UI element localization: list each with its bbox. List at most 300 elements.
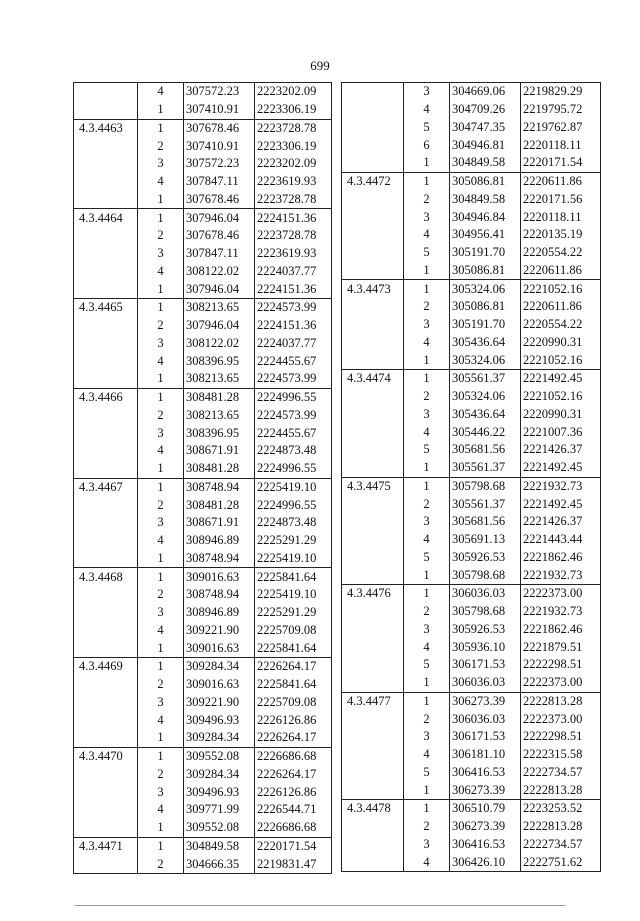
section-number-cell [74, 460, 138, 478]
table-row [342, 370, 601, 388]
point-number-cell: 2 [404, 298, 450, 316]
table-row [74, 604, 332, 622]
table-row [74, 801, 332, 819]
table-row [342, 316, 601, 334]
x-coordinate-cell: 308671.91 [184, 514, 255, 532]
y-coordinate-cell: 2220171.56 [521, 191, 601, 209]
table-row [74, 191, 332, 209]
x-coordinate-cell: 309284.34 [184, 729, 255, 747]
table-row [74, 568, 332, 586]
section-number-cell [74, 783, 138, 801]
section-number-cell [74, 407, 138, 425]
x-coordinate-cell: 307410.91 [184, 101, 255, 119]
point-number-cell: 1 [404, 566, 450, 584]
y-coordinate-cell: 2222813.28 [521, 818, 601, 836]
x-coordinate-cell: 305324.06 [450, 280, 521, 298]
y-coordinate-cell: 2224996.55 [255, 388, 332, 406]
table-row [342, 136, 601, 154]
table-row [74, 407, 332, 425]
section-number-cell [342, 441, 404, 459]
x-coordinate-cell: 306416.53 [450, 836, 521, 854]
y-coordinate-cell: 2220990.31 [521, 406, 601, 424]
point-number-cell: 2 [404, 495, 450, 513]
table-row [342, 585, 601, 603]
table-row [74, 352, 332, 370]
table-row [74, 263, 332, 281]
y-coordinate-cell: 2221052.16 [521, 280, 601, 298]
section-number-cell [342, 549, 404, 567]
point-number-cell: 4 [404, 226, 450, 244]
table-row [342, 351, 601, 369]
x-coordinate-cell: 309016.63 [184, 639, 255, 657]
x-coordinate-cell: 307678.46 [184, 227, 255, 245]
y-coordinate-cell: 2225841.64 [255, 568, 332, 586]
x-coordinate-cell: 305086.81 [450, 262, 521, 280]
x-coordinate-cell: 309496.93 [184, 711, 255, 729]
x-coordinate-cell: 304747.35 [450, 119, 521, 137]
table-row [74, 711, 332, 729]
table-row [74, 424, 332, 442]
x-coordinate-cell: 307847.11 [184, 173, 255, 191]
y-coordinate-cell: 2226686.68 [255, 819, 332, 837]
table-row [74, 676, 332, 694]
section-number-cell [74, 155, 138, 173]
table-row [74, 532, 332, 550]
table-row [342, 459, 601, 477]
y-coordinate-cell: 2220554.22 [521, 316, 601, 334]
y-coordinate-cell: 2222751.62 [521, 853, 601, 871]
table-row [342, 262, 601, 280]
section-number-cell [74, 191, 138, 209]
section-number-cell: 4.3.4466 [74, 388, 138, 406]
section-number-cell [74, 694, 138, 712]
table-row [74, 227, 332, 245]
section-number-cell [74, 245, 138, 263]
section-number-cell [342, 244, 404, 262]
y-coordinate-cell: 2224996.55 [255, 460, 332, 478]
point-number-cell: 4 [404, 334, 450, 352]
y-coordinate-cell: 2221862.46 [521, 621, 601, 639]
point-number-cell: 3 [138, 424, 184, 442]
point-number-cell: 1 [138, 639, 184, 657]
table-row [342, 334, 601, 352]
y-coordinate-cell: 2219831.47 [255, 855, 332, 873]
table-row [74, 855, 332, 873]
y-coordinate-cell: 2219762.87 [521, 119, 601, 137]
point-number-cell: 4 [138, 442, 184, 460]
section-number-cell [342, 781, 404, 799]
section-number-cell [342, 406, 404, 424]
coordinate-table-right-body [342, 83, 601, 872]
section-number-cell [74, 711, 138, 729]
x-coordinate-cell: 304849.58 [450, 154, 521, 172]
table-row [342, 692, 601, 710]
y-coordinate-cell: 2223619.93 [255, 245, 332, 263]
table-row [74, 280, 332, 298]
y-coordinate-cell: 2226126.86 [255, 783, 332, 801]
x-coordinate-cell: 305561.37 [450, 370, 521, 388]
table-row [74, 783, 332, 801]
y-coordinate-cell: 2222298.51 [521, 728, 601, 746]
section-number-cell [74, 280, 138, 298]
table-row [74, 119, 332, 137]
table-row [74, 388, 332, 406]
x-coordinate-cell: 309284.34 [184, 766, 255, 784]
section-number-cell [342, 764, 404, 782]
point-number-cell: 1 [138, 550, 184, 568]
point-number-cell: 1 [404, 280, 450, 298]
y-coordinate-cell: 2223253.52 [521, 800, 601, 818]
x-coordinate-cell: 308213.65 [184, 407, 255, 425]
point-number-cell: 2 [138, 137, 184, 155]
section-number-cell [74, 173, 138, 191]
table-row [74, 299, 332, 317]
x-coordinate-cell: 306171.53 [450, 656, 521, 674]
section-number-cell [74, 137, 138, 155]
section-number-cell: 4.3.4476 [342, 585, 404, 603]
point-number-cell: 3 [138, 783, 184, 801]
y-coordinate-cell: 2220611.86 [521, 262, 601, 280]
table-row [74, 173, 332, 191]
table-row [342, 280, 601, 298]
x-coordinate-cell: 305936.10 [450, 638, 521, 656]
section-number-cell [74, 801, 138, 819]
table-row [74, 101, 332, 119]
x-coordinate-cell: 309221.90 [184, 622, 255, 640]
y-coordinate-cell: 2220118.11 [521, 208, 601, 226]
point-number-cell: 1 [404, 262, 450, 280]
y-coordinate-cell: 2223619.93 [255, 173, 332, 191]
section-number-cell [342, 531, 404, 549]
y-coordinate-cell: 2221492.45 [521, 495, 601, 513]
x-coordinate-cell: 308946.89 [184, 532, 255, 550]
section-number-cell [74, 227, 138, 245]
y-coordinate-cell: 2225419.10 [255, 550, 332, 568]
table-row [74, 209, 332, 227]
point-number-cell: 4 [404, 853, 450, 871]
point-number-cell: 5 [404, 764, 450, 782]
x-coordinate-cell: 308396.95 [184, 424, 255, 442]
y-coordinate-cell: 2224455.67 [255, 352, 332, 370]
table-row [342, 728, 601, 746]
y-coordinate-cell: 2220611.86 [521, 298, 601, 316]
section-number-cell: 4.3.4464 [74, 209, 138, 227]
x-coordinate-cell: 306273.39 [450, 818, 521, 836]
table-row [74, 460, 332, 478]
point-number-cell: 3 [404, 728, 450, 746]
point-number-cell: 1 [138, 747, 184, 765]
x-coordinate-cell: 305191.70 [450, 316, 521, 334]
y-coordinate-cell: 2220135.19 [521, 226, 601, 244]
section-number-cell [74, 766, 138, 784]
x-coordinate-cell: 304709.26 [450, 101, 521, 119]
section-number-cell [342, 298, 404, 316]
table-row [342, 710, 601, 728]
y-coordinate-cell: 2224455.67 [255, 424, 332, 442]
point-number-cell: 3 [138, 514, 184, 532]
point-number-cell: 2 [138, 586, 184, 604]
table-row [74, 639, 332, 657]
table-row [342, 477, 601, 495]
point-number-cell: 5 [404, 549, 450, 567]
x-coordinate-cell: 308748.94 [184, 550, 255, 568]
table-row [74, 586, 332, 604]
section-number-cell [74, 514, 138, 532]
y-coordinate-cell: 2225709.08 [255, 622, 332, 640]
x-coordinate-cell: 308213.65 [184, 299, 255, 317]
section-number-cell [74, 532, 138, 550]
x-coordinate-cell: 308748.94 [184, 586, 255, 604]
section-number-cell [342, 638, 404, 656]
table-row [74, 245, 332, 263]
point-number-cell: 3 [404, 406, 450, 424]
table-row [74, 335, 332, 353]
section-number-cell: 4.3.4472 [342, 172, 404, 190]
section-number-cell [342, 674, 404, 692]
point-number-cell: 2 [138, 676, 184, 694]
table-row [74, 819, 332, 837]
table-row [342, 172, 601, 190]
section-number-cell [342, 423, 404, 441]
y-coordinate-cell: 2222734.57 [521, 836, 601, 854]
x-coordinate-cell: 305798.68 [450, 603, 521, 621]
coordinate-table-right [341, 82, 601, 872]
section-number-cell [74, 676, 138, 694]
point-number-cell: 2 [404, 388, 450, 406]
section-number-cell: 4.3.4471 [74, 837, 138, 855]
x-coordinate-cell: 309221.90 [184, 694, 255, 712]
section-number-cell [74, 604, 138, 622]
section-number-cell [342, 818, 404, 836]
table-row [342, 441, 601, 459]
y-coordinate-cell: 2225419.10 [255, 478, 332, 496]
table-row [74, 729, 332, 747]
y-coordinate-cell: 2226264.17 [255, 766, 332, 784]
point-number-cell: 1 [138, 388, 184, 406]
point-number-cell: 1 [404, 459, 450, 477]
y-coordinate-cell: 2224873.48 [255, 442, 332, 460]
x-coordinate-cell: 308946.89 [184, 604, 255, 622]
x-coordinate-cell: 304669.06 [450, 83, 521, 101]
page-number: 699 [310, 58, 330, 73]
point-number-cell: 2 [138, 227, 184, 245]
x-coordinate-cell: 305436.64 [450, 334, 521, 352]
section-number-cell [342, 136, 404, 154]
table-row [74, 370, 332, 388]
y-coordinate-cell: 2225841.64 [255, 639, 332, 657]
section-number-cell [74, 370, 138, 388]
point-number-cell: 1 [138, 658, 184, 676]
table-row [342, 800, 601, 818]
table-row [342, 101, 601, 119]
table-row [342, 836, 601, 854]
table-row [342, 549, 601, 567]
point-number-cell: 4 [138, 173, 184, 191]
x-coordinate-cell: 306426.10 [450, 853, 521, 871]
y-coordinate-cell: 2223728.78 [255, 119, 332, 137]
y-coordinate-cell: 2226126.86 [255, 711, 332, 729]
x-coordinate-cell: 305191.70 [450, 244, 521, 262]
table-row [74, 550, 332, 568]
section-number-cell [342, 191, 404, 209]
y-coordinate-cell: 2220171.54 [255, 837, 332, 855]
y-coordinate-cell: 2225841.64 [255, 676, 332, 694]
x-coordinate-cell: 308213.65 [184, 370, 255, 388]
section-number-cell: 4.3.4470 [74, 747, 138, 765]
x-coordinate-cell: 304666.35 [184, 855, 255, 873]
point-number-cell: 1 [138, 837, 184, 855]
x-coordinate-cell: 308122.02 [184, 263, 255, 281]
y-coordinate-cell: 2226264.17 [255, 658, 332, 676]
x-coordinate-cell: 306036.03 [450, 674, 521, 692]
table-row [342, 119, 601, 137]
section-number-cell: 4.3.4473 [342, 280, 404, 298]
point-number-cell: 2 [138, 766, 184, 784]
point-number-cell: 4 [138, 622, 184, 640]
point-number-cell: 4 [138, 801, 184, 819]
x-coordinate-cell: 309284.34 [184, 658, 255, 676]
x-coordinate-cell: 309016.63 [184, 676, 255, 694]
table-row [342, 244, 601, 262]
x-coordinate-cell: 305446.22 [450, 423, 521, 441]
x-coordinate-cell: 306273.39 [450, 692, 521, 710]
y-coordinate-cell: 2221492.45 [521, 370, 601, 388]
x-coordinate-cell: 305926.53 [450, 621, 521, 639]
section-number-cell [342, 316, 404, 334]
section-number-cell [342, 154, 404, 172]
point-number-cell: 1 [404, 154, 450, 172]
point-number-cell: 1 [138, 729, 184, 747]
point-number-cell: 4 [138, 711, 184, 729]
table-row [342, 388, 601, 406]
y-coordinate-cell: 2222373.00 [521, 585, 601, 603]
point-number-cell: 2 [404, 710, 450, 728]
point-number-cell: 1 [138, 209, 184, 227]
point-number-cell: 3 [404, 208, 450, 226]
y-coordinate-cell: 2221052.16 [521, 351, 601, 369]
y-coordinate-cell: 2223202.09 [255, 83, 332, 101]
section-number-cell [74, 729, 138, 747]
y-coordinate-cell: 2224037.77 [255, 335, 332, 353]
point-number-cell: 1 [138, 191, 184, 209]
section-number-cell [342, 83, 404, 101]
table-row [74, 514, 332, 532]
point-number-cell: 3 [404, 621, 450, 639]
table-row [342, 781, 601, 799]
point-number-cell: 2 [138, 317, 184, 335]
y-coordinate-cell: 2221426.37 [521, 441, 601, 459]
y-coordinate-cell: 2223306.19 [255, 101, 332, 119]
point-number-cell: 6 [404, 136, 450, 154]
point-number-cell: 3 [404, 316, 450, 334]
x-coordinate-cell: 309771.99 [184, 801, 255, 819]
table-row [74, 442, 332, 460]
y-coordinate-cell: 2224151.36 [255, 317, 332, 335]
x-coordinate-cell: 307572.23 [184, 83, 255, 101]
section-number-cell [342, 334, 404, 352]
section-number-cell [74, 263, 138, 281]
y-coordinate-cell: 2220171.54 [521, 154, 601, 172]
point-number-cell: 4 [404, 638, 450, 656]
point-number-cell: 3 [138, 155, 184, 173]
x-coordinate-cell: 309552.08 [184, 819, 255, 837]
x-coordinate-cell: 306036.03 [450, 710, 521, 728]
bottom-rule [75, 905, 565, 906]
y-coordinate-cell: 2222813.28 [521, 692, 601, 710]
section-number-cell [342, 566, 404, 584]
table-row [74, 837, 332, 855]
x-coordinate-cell: 305798.68 [450, 566, 521, 584]
table-row [342, 83, 601, 101]
y-coordinate-cell: 2222298.51 [521, 656, 601, 674]
section-number-cell [342, 621, 404, 639]
y-coordinate-cell: 2224151.36 [255, 280, 332, 298]
y-coordinate-cell: 2221932.73 [521, 566, 601, 584]
x-coordinate-cell: 307946.04 [184, 280, 255, 298]
point-number-cell: 3 [138, 694, 184, 712]
table-row [74, 155, 332, 173]
point-number-cell: 2 [138, 855, 184, 873]
point-number-cell: 2 [404, 818, 450, 836]
section-number-cell [342, 746, 404, 764]
point-number-cell: 2 [404, 603, 450, 621]
table-row [74, 137, 332, 155]
point-number-cell: 4 [138, 352, 184, 370]
x-coordinate-cell: 308481.28 [184, 388, 255, 406]
table-row [74, 496, 332, 514]
x-coordinate-cell: 308481.28 [184, 496, 255, 514]
x-coordinate-cell: 306510.79 [450, 800, 521, 818]
section-number-cell: 4.3.4465 [74, 299, 138, 317]
point-number-cell: 1 [404, 351, 450, 369]
section-number-cell [342, 495, 404, 513]
x-coordinate-cell: 304946.81 [450, 136, 521, 154]
y-coordinate-cell: 2222315.58 [521, 746, 601, 764]
point-number-cell: 4 [404, 531, 450, 549]
x-coordinate-cell: 305086.81 [450, 172, 521, 190]
section-number-cell [74, 622, 138, 640]
x-coordinate-cell: 305561.37 [450, 459, 521, 477]
y-coordinate-cell: 2224873.48 [255, 514, 332, 532]
point-number-cell: 1 [138, 568, 184, 586]
section-number-cell [74, 855, 138, 873]
x-coordinate-cell: 308396.95 [184, 352, 255, 370]
y-coordinate-cell: 2226544.71 [255, 801, 332, 819]
y-coordinate-cell: 2219795.72 [521, 101, 601, 119]
x-coordinate-cell: 304849.58 [184, 837, 255, 855]
y-coordinate-cell: 2221492.45 [521, 459, 601, 477]
x-coordinate-cell: 305681.56 [450, 441, 521, 459]
section-number-cell [342, 388, 404, 406]
table-row [342, 656, 601, 674]
point-number-cell: 3 [404, 836, 450, 854]
x-coordinate-cell: 307678.46 [184, 191, 255, 209]
section-number-cell: 4.3.4477 [342, 692, 404, 710]
y-coordinate-cell: 2221932.73 [521, 603, 601, 621]
x-coordinate-cell: 305324.06 [450, 351, 521, 369]
x-coordinate-cell: 307572.23 [184, 155, 255, 173]
point-number-cell: 4 [404, 423, 450, 441]
x-coordinate-cell: 309552.08 [184, 747, 255, 765]
point-number-cell: 3 [404, 513, 450, 531]
point-number-cell: 1 [138, 299, 184, 317]
y-coordinate-cell: 2220990.31 [521, 334, 601, 352]
y-coordinate-cell: 2223306.19 [255, 137, 332, 155]
y-coordinate-cell: 2223728.78 [255, 227, 332, 245]
point-number-cell: 5 [404, 244, 450, 262]
table-row [342, 298, 601, 316]
y-coordinate-cell: 2224573.99 [255, 370, 332, 388]
